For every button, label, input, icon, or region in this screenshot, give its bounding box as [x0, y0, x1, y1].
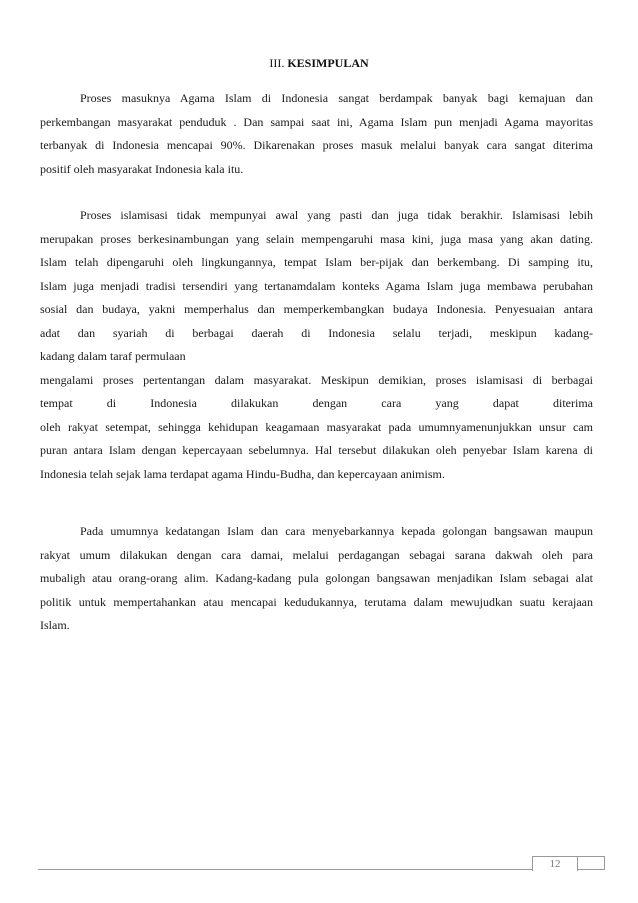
text-line: oleh rakyat setempat, sehingga kehidupan keagamaan masyarakat pada umumnyamenunjukkan unsur cam — [40, 419, 593, 434]
text-line: mengalami proses pertentangan dalam masyarakat. Meskipun demikian, proses islamisasi di berbagai — [40, 372, 593, 387]
section-title: KESIMPULAN — [287, 56, 369, 70]
text-line: Islam juga menjadi tradisi tersendiri yang tertanamdalam konteks Agama Islam juga membawa perubahan — [40, 278, 593, 293]
text-line: mubaligh atau orang-orang alim. Kadang-kadang pula golongan bangsawan menjadikan Islam sebagai alat — [40, 571, 593, 585]
text-line: Islam telah dipengaruhi oleh lingkungannya, tempat Islam ber-pijak dan berkembang. Di samping itu, — [40, 255, 593, 269]
text-line: merupakan proses berkesinambungan yang selain mempengaruhi masa kini, juga masa yang akan dating. — [40, 231, 593, 246]
text-line: sosial dan budaya, yakni memperhalus dan memperkembangkan budaya Indonesia. Penyesuaian antara — [40, 302, 593, 316]
text-line: Pada umumnya kedatangan Islam dan cara menyebarkannya kepada golongan bangsawan maupun — [80, 524, 593, 538]
document-body — [40, 87, 593, 661]
text-line: tempat di Indonesia dilakukan dengan cara yang dapat diterima — [40, 396, 593, 410]
footer-rule-right — [576, 856, 605, 870]
paragraph-1 — [40, 87, 593, 181]
page-number: 12 — [532, 856, 578, 871]
text-line: adat dan syariah di berbagai daerah di Indonesia selalu terjadi, meskipun kadang- — [40, 325, 593, 340]
text-line: Proses islamisasi tidak mempunyai awal yang pasti dan juga tidak berakhir. Islamisasi lebih — [80, 208, 593, 222]
paragraph-3 — [40, 520, 593, 638]
text-line: positif oleh masyarakat Indonesia kala itu. — [40, 161, 244, 176]
text-line: puran antara Islam dengan kepercayaan sebelumnya. Hal tersebut dilakukan oleh penyebar Islam karena di — [40, 443, 593, 457]
paragraph-2 — [40, 204, 593, 486]
section-heading — [0, 56, 638, 71]
text-line: Islam. — [40, 618, 70, 632]
section-number: III. — [269, 56, 285, 70]
text-line: rakyat umum dilakukan dengan cara damai, melalui perdagangan sebagai sarana dakwah oleh para — [40, 547, 593, 562]
text-line: perkembangan masyarakat penduduk . Dan sampai saat ini, Agama Islam pun menjadi Agama mayoritas — [40, 114, 593, 129]
text-line: politik untuk mempertahankan atau mencapai kedudukannya, terutama dalam mewujudkan suatu kerajaan — [40, 594, 593, 609]
footer-rule — [38, 869, 604, 870]
text-line: terbanyak di Indonesia mencapai 90%. Dikarenakan proses masuk melalui banyak cara sangat diterima — [40, 138, 593, 152]
text-line: Indonesia telah sejak lama terdapat agama Hindu-Budha, dan kepercayaan animism. — [40, 466, 445, 481]
text-line: Proses masuknya Agama Islam di Indonesia sangat berdampak banyak bagi kemajuan dan — [80, 91, 593, 105]
text-line: kadang dalam taraf permulaan — [40, 349, 186, 363]
